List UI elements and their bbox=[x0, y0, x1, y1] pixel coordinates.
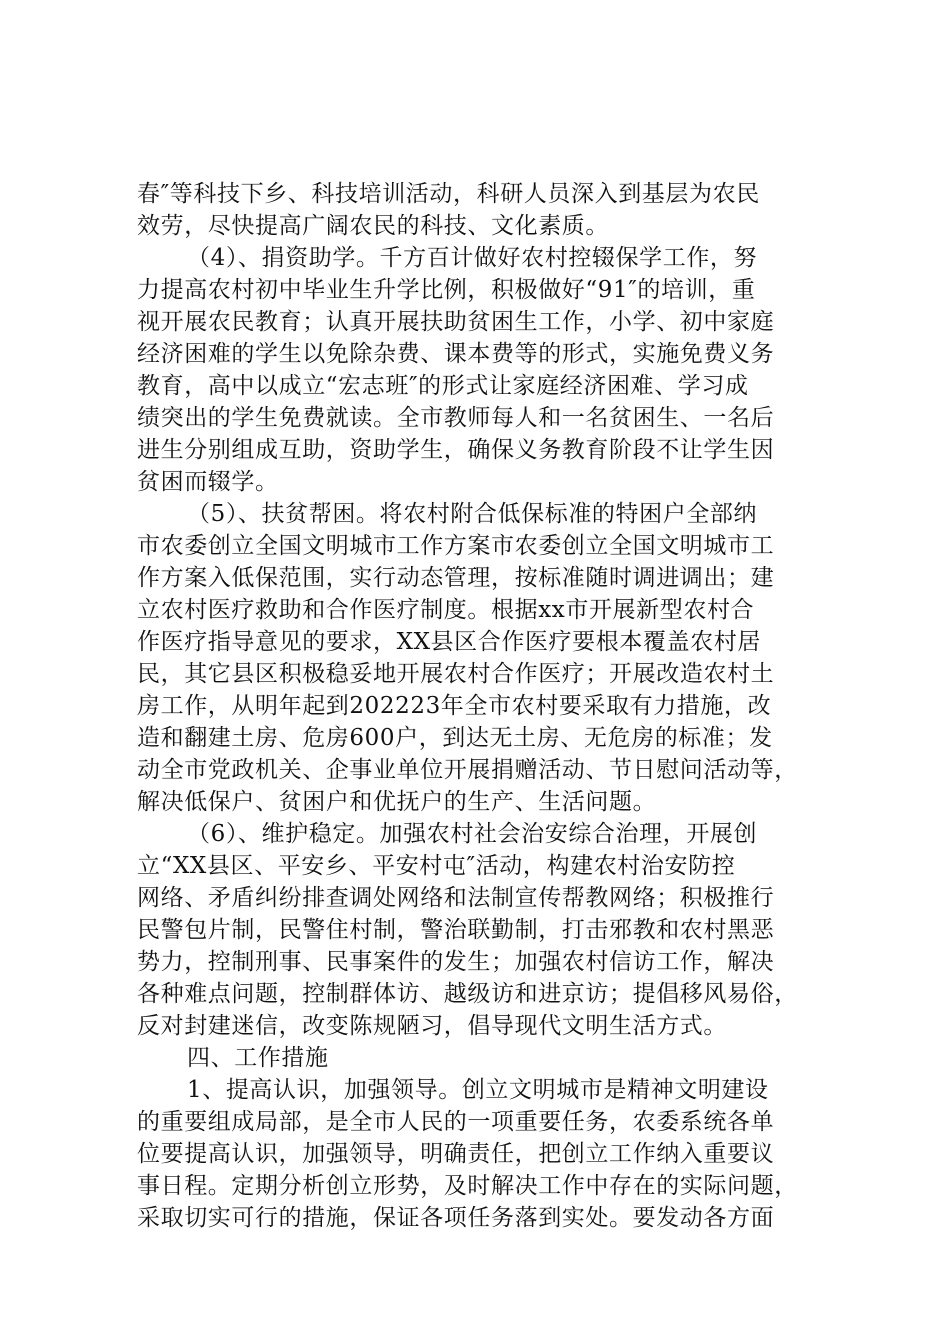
text-line: 市农委创立全国文明城市工作方案市农委创立全国文明城市工 bbox=[137, 533, 775, 559]
text-line: 反对封建迷信，改变陈规陋习，倡导现代文明生活方式。 bbox=[137, 1013, 727, 1039]
text-line: 网络、矛盾纠纷排查调处网络和法制宣传帮教网络；积极推行 bbox=[137, 885, 775, 911]
text-line: 四、工作措施 bbox=[187, 1045, 329, 1071]
text-line: 视开展农民教育；认真开展扶助贫困生工作，小学、初中家庭 bbox=[137, 309, 775, 335]
text-line: 力提高农村初中毕业生升学比例，积极做好“91″的培训，重 bbox=[137, 277, 756, 303]
text-line: 经济困难的学生以免除杂费、课本费等的形式，实施免费义务 bbox=[137, 341, 775, 367]
text-line: 绩突出的学生免费就读。全市教师每人和一名贫困生、一名后 bbox=[137, 405, 775, 431]
text-line: 造和翻建土房、危房600户，到达无土房、无危房的标准；发 bbox=[137, 725, 773, 751]
text-line: （6）、维护稳定。加强农村社会治安综合治理，开展创 bbox=[187, 821, 758, 847]
text-line: 教育，高中以成立“宏志班″的形式让家庭经济困难、学习成 bbox=[137, 373, 749, 399]
text-line: 采取切实可行的措施，保证各项任务落到实处。要发动各方面 bbox=[137, 1205, 775, 1231]
text-line: 立农村医疗救助和合作医疗制度。根据xx市开展新型农村合 bbox=[137, 597, 755, 623]
text-line: 春″等科技下乡、科技培训活动，科研人员深入到基层为农民 bbox=[137, 181, 760, 207]
text-line: 作医疗指导意见的要求，XX县区合作医疗要根本覆盖农村居 bbox=[137, 629, 761, 655]
text-line: （5）、扶贫帮困。将农村附合低保标准的特困户全部纳 bbox=[187, 501, 758, 527]
text-line: 事日程。定期分析创立形势，及时解决工作中存在的实际问题， bbox=[137, 1173, 798, 1199]
text-line: 民警包片制，民警住村制，警治联勤制，打击邪教和农村黑恶 bbox=[137, 917, 775, 943]
text-line: 民，其它县区积极稳妥地开展农村合作医疗；开展改造农村土 bbox=[137, 661, 775, 687]
text-line: 房工作，从明年起到202223年全市农村要采取有力措施，改 bbox=[137, 693, 772, 719]
text-line: 1、提高认识，加强领导。创立文明城市是精神文明建设 bbox=[187, 1077, 769, 1103]
text-line: 解决低保户、贫困户和优抚户的生产、生活问题。 bbox=[137, 789, 657, 815]
text-line: 各种难点问题，控制群体访、越级访和进京访；提倡移风易俗， bbox=[137, 981, 798, 1007]
body-text bbox=[137, 178, 837, 1234]
text-line: 作方案入低保范围，实行动态管理，按标准随时调进调出；建 bbox=[137, 565, 775, 591]
text-line: 进生分别组成互助，资助学生，确保义务教育阶段不让学生因 bbox=[137, 437, 775, 463]
text-line: （4）、捐资助学。千方百计做好农村控辍保学工作，努 bbox=[187, 245, 758, 271]
text-line: 立“XX县区、平安乡、平安村屯″活动，构建农村治安防控 bbox=[137, 853, 736, 879]
text-line: 的重要组成局部，是全市人民的一项重要任务，农委系统各单 bbox=[137, 1109, 775, 1135]
text-line: 效劳，尽快提高广阔农民的科技、文化素质。 bbox=[137, 213, 609, 239]
text-line: 位要提高认识，加强领导，明确责任，把创立工作纳入重要议 bbox=[137, 1141, 775, 1167]
text-line: 贫困而辍学。 bbox=[137, 469, 279, 495]
text-line: 动全市党政机关、企事业单位开展捐赠活动、节日慰问活动等， bbox=[137, 757, 798, 783]
text-line: 势力，控制刑事、民事案件的发生；加强农村信访工作，解决 bbox=[137, 949, 775, 975]
